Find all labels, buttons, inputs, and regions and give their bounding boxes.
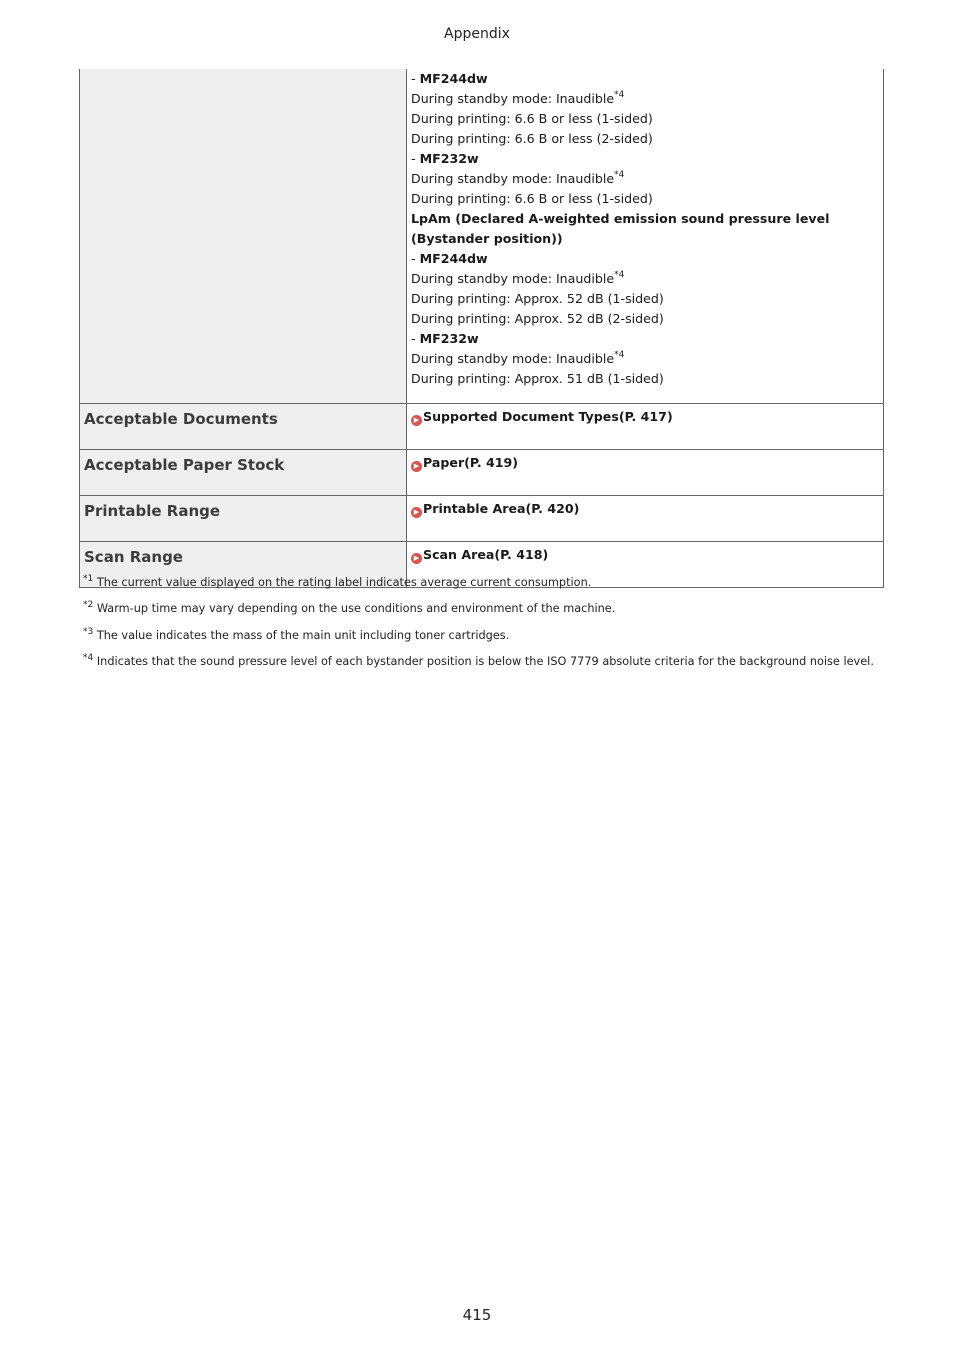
model-line: - MF232w bbox=[411, 151, 479, 166]
spec-line: During printing: Approx. 52 dB (2-sided) bbox=[411, 311, 664, 326]
spec-row-printable-range bbox=[80, 496, 884, 542]
link-paper[interactable]: ▶ Paper(P. 419) bbox=[411, 455, 518, 470]
spec-line: During standby mode: Inaudible$^{*4}$ bbox=[411, 270, 625, 286]
model-line: - MF244dw bbox=[411, 71, 488, 86]
spec-line: During printing: Approx. 52 dB (1-sided) bbox=[411, 291, 664, 306]
spec-line: During printing: 6.6 B or less (2-sided) bbox=[411, 131, 653, 146]
footnote: $^{*2}$ Warm-up time may vary depending on the use conditions and environment of the machine. bbox=[83, 600, 616, 616]
circle-arrow-right-icon: ▶ bbox=[411, 507, 422, 518]
spec-line: During standby mode: Inaudible$^{*4}$ bbox=[411, 170, 625, 186]
spec-row-acceptable-paper-stock bbox=[80, 450, 884, 496]
footnote: $^{*3}$ The value indicates the mass of the main unit including toner cartridges. bbox=[83, 626, 510, 642]
spec-subheading: LpAm (Declared A-weighted emission sound pressure level (Bystander position)) bbox=[411, 211, 830, 246]
spec-row-acceptable-documents bbox=[80, 404, 884, 450]
spec-line: During standby mode: Inaudible$^{*4}$ bbox=[411, 350, 625, 366]
footnotes bbox=[83, 576, 883, 681]
footnote: $^{*4}$ Indicates that the sound pressure level of each bystander position is below the ISO 7779 absolute criteria for the background noise level. bbox=[83, 652, 874, 668]
spec-label: Scan Range bbox=[80, 542, 407, 588]
spec-label: Acceptable Paper Stock bbox=[80, 450, 407, 496]
spec-label-empty bbox=[80, 69, 407, 404]
spec-value bbox=[407, 496, 884, 542]
page-number: 415 bbox=[462, 1306, 492, 1324]
model-line: - MF244dw bbox=[411, 251, 488, 266]
footnote: $^{*1}$ The current value displayed on the rating label indicates average current consumption. bbox=[83, 574, 592, 589]
link-supported-document-types[interactable]: ▶ Supported Document Types(P. 417) bbox=[411, 409, 673, 424]
spec-row-sound bbox=[80, 69, 884, 404]
spec-value bbox=[407, 404, 884, 450]
spec-table bbox=[79, 69, 884, 588]
circle-arrow-right-icon: ▶ bbox=[411, 461, 422, 472]
link-printable-area[interactable]: ▶ Printable Area(P. 420) bbox=[411, 501, 579, 516]
spec-line: During standby mode: Inaudible$^{*4}$ bbox=[411, 90, 625, 106]
spec-value-sound bbox=[407, 69, 884, 404]
spec-value bbox=[407, 450, 884, 496]
link-scan-area[interactable]: ▶ Scan Area(P. 418) bbox=[411, 547, 548, 562]
spec-label: Acceptable Documents bbox=[80, 404, 407, 450]
spec-line: During printing: 6.6 B or less (1-sided) bbox=[411, 191, 653, 206]
circle-arrow-right-icon: ▶ bbox=[411, 415, 422, 426]
spec-label: Printable Range bbox=[80, 496, 407, 542]
circle-arrow-right-icon: ▶ bbox=[411, 553, 422, 564]
spec-line: During printing: 6.6 B or less (1-sided) bbox=[411, 111, 653, 126]
spec-line: During printing: Approx. 51 dB (1-sided) bbox=[411, 371, 664, 386]
page-header: Appendix bbox=[444, 26, 510, 42]
model-line: - MF232w bbox=[411, 331, 479, 346]
